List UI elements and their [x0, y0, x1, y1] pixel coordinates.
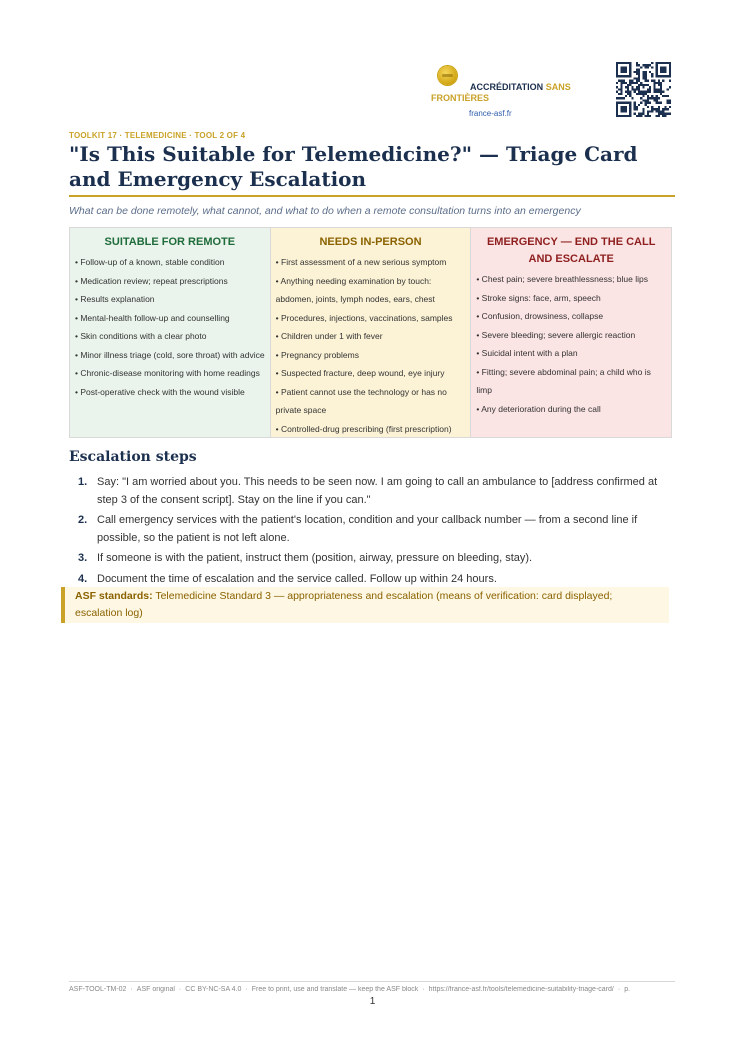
- logo-url[interactable]: france-asf.fr: [469, 109, 512, 118]
- list-item: • Minor illness triage (cold, sore throat) with advice: [75, 349, 265, 360]
- title-divider: [69, 195, 675, 197]
- list-item: • Patient cannot use the technology or has no private space: [275, 386, 447, 415]
- footer-url[interactable]: https://france-asf.fr/tools/telemedicine-suitability-triage-card/: [428, 986, 614, 993]
- logo-name-part2: SANS FRONTIÈRES: [431, 82, 571, 103]
- logo-name: [431, 82, 591, 104]
- asf-standards-note: [61, 587, 669, 623]
- list-item: • Chronic-disease monitoring with home readings: [75, 368, 260, 378]
- step-text: If someone is with the patient, instruct them (position, airway, pressure on bleeding, stay).: [97, 552, 533, 564]
- step-text: Call emergency services with the patient's location, condition and your callback number — from a second line if possible, so the patient is not left alone.: [97, 514, 638, 544]
- footer-divider: [69, 981, 675, 982]
- column-suitable-remote: [69, 227, 271, 438]
- list-item: • Skin conditions with a clear photo: [75, 331, 207, 341]
- column-list: [276, 253, 466, 438]
- page-number: 1: [369, 996, 376, 1007]
- footer-doc-id: ASF-TOOL-TM-02: [69, 986, 127, 993]
- footer-license: CC BY-NC-SA 4.0: [185, 986, 242, 993]
- list-item: • Results explanation: [75, 294, 155, 304]
- column-heading: EMERGENCY — END THE CALL AND ESCALATE: [486, 236, 656, 265]
- escalation-step: [69, 571, 673, 589]
- list-item: • First assessment of a new serious symptom: [275, 257, 447, 267]
- step-number: 3.: [78, 552, 88, 564]
- column-emergency: [471, 227, 672, 438]
- step-text: Document the time of escalation and the service called. Follow up within 24 hours.: [97, 572, 497, 585]
- column-list: [476, 270, 666, 418]
- list-item: • Follow-up of a known, stable condition: [75, 257, 225, 267]
- footer-page-label: p.: [624, 986, 631, 993]
- logo-name-part1: ACCRÉDITATION: [470, 82, 544, 92]
- step-number: 2.: [78, 514, 88, 526]
- list-item: • Fitting; severe abdominal pain; a child who is limp: [476, 366, 651, 395]
- list-item: • Children under 1 with fever: [275, 331, 383, 341]
- triage-card: [69, 227, 672, 438]
- list-item: • Post-operative check with the wound visible: [75, 386, 245, 397]
- escalation-heading: Escalation steps: [69, 449, 197, 465]
- toolkit-kicker: TOOLKIT 17 · TELEMEDICINE · TOOL 2 OF 4: [69, 131, 246, 140]
- column-heading: NEEDS IN-PERSON: [319, 236, 422, 248]
- list-item: • Medication review; repeat prescriptions: [75, 275, 228, 286]
- footer-origin: ASF original: [136, 986, 175, 993]
- list-item: • Chest pain; severe breathlessness; blue lips: [476, 274, 648, 284]
- page-subtitle: What can be done remotely, what cannot, and what to do when a remote consultation turns into an emergency: [69, 205, 581, 217]
- list-item: • Procedures, injections, vaccinations, samples: [275, 312, 453, 323]
- footer: ASF-TOOL-TM-02 · ASF original · CC BY-NC-SA 4.0 · Free to print, use and translate — keep the ASF block · https://france-asf.fr/tools/telemedicine-suitability-triage-card/ · p.: [69, 986, 631, 993]
- step-number: 4.: [78, 572, 88, 585]
- escalation-step: [69, 474, 673, 509]
- escalation-step: [69, 550, 673, 568]
- step-text: Say: "I am worried about you. This needs to be seen now. I am going to call an ambulance to [address confirmed at step 3 of the consent script]. Stay on the line if you can.": [97, 476, 658, 506]
- escalation-steps: [69, 474, 673, 591]
- list-item: • Anything needing examination by touch: abdomen, joints, lymph nodes, ears, chest: [275, 275, 435, 304]
- column-heading: SUITABLE FOR REMOTE: [104, 236, 236, 248]
- list-item: • Pregnancy problems: [275, 349, 359, 360]
- column-needs-in-person: [271, 227, 472, 438]
- list-item: • Severe bleeding; severe allergic reaction: [476, 329, 636, 340]
- standards-text: Telemedicine Standard 3 — appropriateness and escalation (means of verification: card displayed; escalation log): [75, 590, 613, 619]
- escalation-step: [69, 512, 673, 547]
- list-item: • Stroke signs: face, arm, speech: [476, 292, 601, 303]
- page-title: "Is This Suitable for Telemedicine?" — Triage Card and Emergency Escalation: [69, 142, 638, 191]
- list-item: • Controlled-drug prescribing (first prescription): [275, 423, 452, 434]
- asf-logo: [431, 64, 601, 124]
- footer-usage-note: Free to print, use and translate — keep the ASF block: [251, 986, 419, 993]
- list-item: • Mental-health follow-up and counselling: [75, 312, 230, 323]
- standards-label: ASF standards:: [75, 590, 153, 602]
- list-item: • Any deterioration during the call: [476, 403, 601, 414]
- column-list: [75, 253, 265, 401]
- qr-code-icon: [616, 62, 671, 117]
- list-item: • Suspected fracture, deep wound, eye injury: [275, 368, 445, 378]
- list-item: • Confusion, drowsiness, collapse: [476, 311, 604, 321]
- step-number: 1.: [78, 476, 88, 488]
- list-item: • Suicidal intent with a plan: [476, 348, 578, 358]
